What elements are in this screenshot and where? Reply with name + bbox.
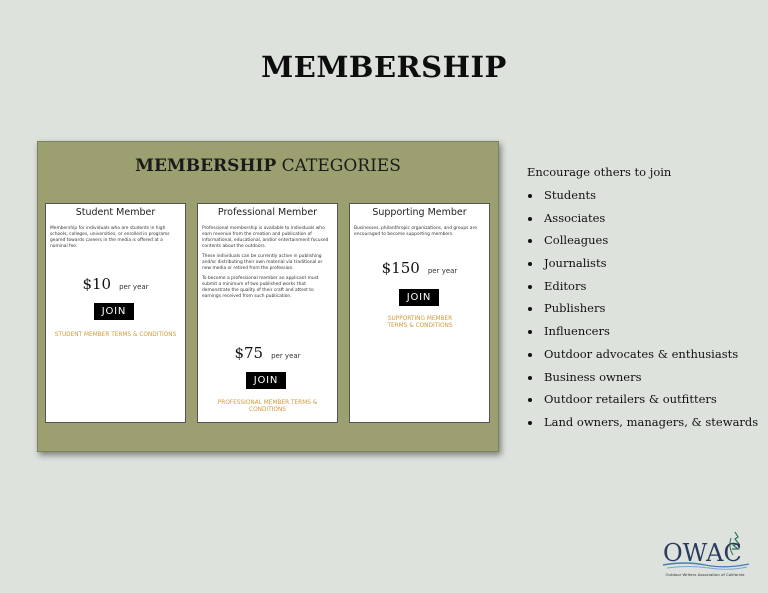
card-description-paragraph: To become a professional member an applicant must submit a minimum of two published works that demonstrate the quality of their craft and attest to earnings received from such publication.: [202, 276, 319, 299]
list-item-text: Editors: [544, 278, 587, 293]
student-join-button[interactable]: JOIN: [94, 303, 134, 320]
price-amount: $10: [82, 275, 112, 293]
bullet-icon: [528, 421, 532, 425]
list-item: [527, 320, 757, 343]
supporting-terms-link[interactable]: SUPPORTING MEMBER TERMS & CONDITIONS: [387, 316, 453, 329]
price-amount: $75: [234, 344, 264, 362]
list-item-text: Colleagues: [544, 233, 609, 248]
list-item: [527, 275, 757, 298]
supporting-member-card: [349, 203, 490, 423]
list-item-text: Journalists: [544, 256, 607, 271]
card-title: Supporting Member: [372, 207, 467, 218]
list-item-text: Business owners: [544, 369, 642, 384]
panel-title: [38, 156, 498, 176]
bullet-icon: [528, 285, 532, 289]
bullet-icon: [528, 307, 532, 311]
card-description-paragraph: These individuals can be currently active in publishing and/or distributing their own material via traditional or new media or retired from the profession.: [202, 254, 323, 271]
list-item: [527, 252, 757, 275]
list-item: [527, 411, 757, 434]
list-item: [527, 343, 757, 366]
professional-terms-link[interactable]: PROFESSIONAL MEMBER TERMS & CONDITIONS: [217, 400, 318, 413]
list-item-text: Outdoor retailers & outfitters: [544, 392, 717, 407]
list-item-text: Land owners, managers, & stewards: [544, 414, 759, 429]
list-item: [527, 297, 757, 320]
card-title: Professional Member: [217, 207, 318, 218]
card-price: [46, 275, 185, 294]
supporting-join-button[interactable]: JOIN: [399, 289, 439, 306]
list-item-text: Associates: [544, 210, 606, 225]
page-title: MEMBERSHIP: [261, 50, 507, 84]
card-description: [354, 226, 484, 242]
list-item: [527, 184, 757, 207]
card-description-paragraph: Businesses, philanthropic organizations, and groups are encouraged to become supporting members.: [354, 226, 477, 237]
professional-join-button[interactable]: JOIN: [246, 372, 286, 389]
card-description: [202, 226, 332, 304]
logo-wordmark: OWAC: [663, 539, 742, 567]
list-item-text: Publishers: [544, 301, 606, 316]
bullet-icon: [528, 262, 532, 266]
bullet-icon: [528, 398, 532, 402]
bullet-icon: [528, 330, 532, 334]
student-member-card: [45, 203, 186, 423]
logo-tagline: Outdoor Writers Association of California: [665, 572, 745, 577]
price-period: per year: [271, 352, 301, 360]
price-amount: $150: [381, 259, 420, 277]
professional-member-card: [197, 203, 338, 423]
encourage-heading: Encourage others to join: [527, 165, 672, 179]
membership-categories-panel: [37, 141, 499, 452]
encourage-section: [527, 165, 757, 434]
card-title: Student Member: [75, 207, 156, 218]
list-item: [527, 207, 757, 230]
list-item-text: Students: [544, 188, 597, 202]
price-period: per year: [119, 283, 149, 291]
list-item-text: Influencers: [544, 324, 610, 339]
card-description-paragraph: Membership for individuals who are students in high schools, colleges, universities, or enrolled in programs geared towards careers in the media is offered at a nominal fee.: [50, 226, 170, 249]
bullet-icon: [528, 194, 532, 198]
list-item: [527, 366, 757, 389]
bullet-icon: [528, 239, 532, 243]
list-item-text: Outdoor advocates & enthusiasts: [544, 346, 739, 361]
panel-title-rest: CATEGORIES: [281, 156, 401, 176]
owac-logo: [659, 528, 751, 580]
bullet-icon: [528, 376, 532, 380]
list-item: [527, 229, 757, 252]
card-price: [350, 259, 489, 278]
price-period: per year: [427, 267, 458, 275]
encourage-list: [527, 184, 757, 434]
list-item: [527, 388, 757, 411]
card-price: [198, 344, 337, 363]
card-description: [50, 226, 180, 254]
student-terms-link[interactable]: STUDENT MEMBER TERMS & CONDITIONS: [54, 332, 177, 338]
bullet-icon: [528, 353, 532, 357]
panel-title-bold: MEMBERSHIP: [135, 156, 277, 176]
card-description-paragraph: Professional membership is available to individuals who earn revenue from the creation and publication of informational, educational, and/or entertainment focused contents about the outdoors.: [202, 226, 329, 249]
bullet-icon: [528, 217, 532, 221]
